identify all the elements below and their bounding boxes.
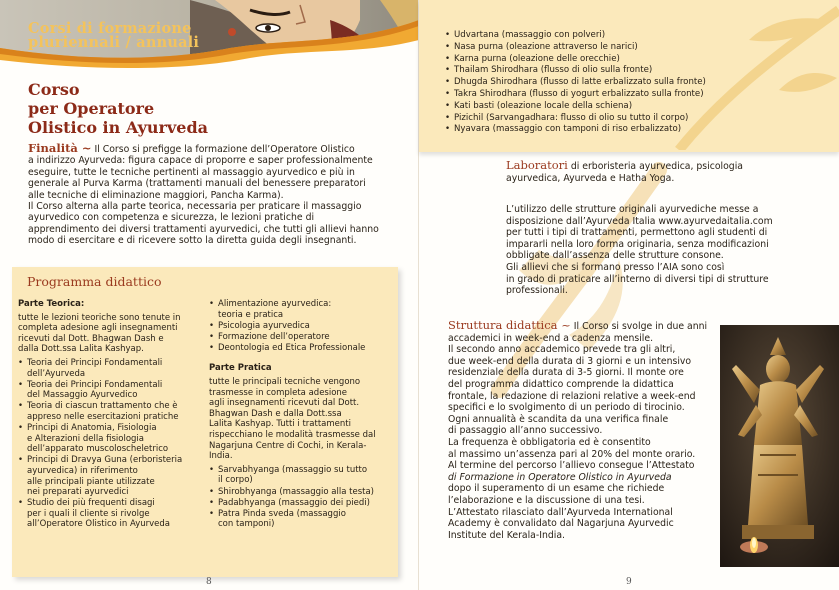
list-item: • Thailam Shirodhara (flusso di olio sulla fronte) (445, 65, 706, 77)
ribbon-line: pluriennali / annuali (28, 34, 200, 51)
pratica-heading: Parte Pratica (209, 363, 272, 374)
list-item: • Karna purna (oleazione delle orecchie) (445, 54, 706, 66)
struttura-line: Al termine del percorso l’allievo consegue l’Attestato (448, 460, 695, 472)
finalita-line: Finalità ~ Il Corso si prefigge la formazione dell’Operatore Olistico (28, 141, 355, 155)
finalita-line: a indirizzo Ayurveda: figura capace di proporre e saper professionalmente (28, 155, 373, 167)
finalita-paragraph (28, 143, 398, 247)
right-page (419, 0, 839, 590)
aia-line: impararli nella loro forma originaria, senza modificazioni (506, 238, 769, 250)
struttura-line: di passaggio all’anno successivo. (448, 425, 603, 437)
teorica-list-continued (209, 299, 389, 353)
left-page (0, 0, 419, 590)
page-number: 9 (626, 577, 632, 587)
struttura-line: L’Attestato rilasciato dall’Ayurveda International (448, 506, 673, 518)
struttura-line: Institute del Kerala-India. (448, 529, 566, 541)
list-item: • Padabhyanga (massaggio dei piedi) (209, 498, 389, 509)
aia-line: in grado di praticare all’interno di diversi tipi di strutture (506, 273, 769, 285)
finalita-line: generale al Purva Karma (trattamenti manuali del benessere preparatori (28, 178, 366, 190)
finalita-line: ayurvedico con competenza e sicurezza, le lezioni pratiche di (28, 212, 315, 224)
list-item: • Teoria dei Principi Fondamentali del Massaggio Ayurvedico (18, 380, 204, 401)
struttura-line: due week-end della durata di 3 giorni e un intensivo (448, 355, 692, 367)
list-item: • Patra Pinda sveda (massaggio con tamponi) (209, 509, 389, 530)
struttura-line: di Formazione in Operatore Olistico in Ayurveda (448, 471, 672, 483)
programma-box (12, 267, 398, 577)
finalita-line: modo di esercitare e di ricevere sotto la diretta guida degli insegnanti. (28, 235, 357, 247)
finalita-lead: Finalità ~ (28, 141, 92, 155)
finalita-line: Il Corso alterna alla parte teorica, necessaria per praticare il massaggio (28, 201, 362, 213)
laboratori-lead: Laboratori (506, 158, 568, 172)
struttura-line: Ogni annualità è scandita da una verifica finale (448, 413, 669, 425)
programma-column-pratica (209, 299, 389, 530)
list-item: • Nasa purna (oleazione attraverso le narici) (445, 42, 706, 54)
list-item: • Shirobhyanga (massaggio alla testa) (209, 487, 389, 498)
struttura-line: Il secondo anno accademico prevede tra gli altri, (448, 344, 676, 356)
list-item: • Takra Shirodhara (flusso di yogurt erbalizzato sulla fronte) (445, 89, 706, 101)
list-item: • Pizichil (Sarvangadhara: flusso di olio su tutto il corpo) (445, 113, 706, 125)
ribbon-title (28, 22, 199, 50)
struttura-line: Struttura didattica ~ Il Corso si svolge in due anni (448, 318, 708, 332)
page-number: 8 (206, 577, 212, 587)
deity-statue-image (720, 325, 839, 567)
struttura-paragraph (448, 320, 720, 541)
list-item: • Dhugda Shirodhara (flusso di latte erbalizzato sulla fronte) (445, 77, 706, 89)
laboratori-line: Laboratori di erboristeria ayurvedica, psicologia (506, 158, 743, 172)
struttura-line: residenziale della durata di 3-5 giorni. Il monte ore (448, 367, 684, 379)
struttura-line: specifici e lo svolgimento di un periodo di tirocinio. (448, 402, 685, 414)
list-item: • Udvartana (massaggio con polveri) (445, 30, 706, 42)
programma-column-teorica (18, 299, 204, 530)
struttura-line: del programma didattico comprende la didattica (448, 378, 674, 390)
aia-line: obbligate dall’assenza delle strutture consone. (506, 250, 724, 262)
aia-line: Gli allievi che si formano presso l’AIA sono così (506, 261, 725, 273)
struttura-line: al massimo un’assenza pari al 20% del monte orario. (448, 448, 696, 460)
course-title-line: Corso (28, 80, 80, 99)
list-item: • Teoria dei Principi Fondamentali dell’Ayurveda (18, 358, 204, 379)
teorica-heading: Parte Teorica: (18, 299, 85, 309)
course-title-line: per Operatore (28, 99, 155, 118)
course-title-line: Olistico in Ayurveda (28, 118, 208, 137)
struttura-line: l’elaborazione e la discussione di una tesi. (448, 494, 645, 506)
finalita-line: apprendimento dei diversi trattamenti ayurvedici, che tutti gli allievi hanno (28, 223, 379, 235)
list-item: • Principi di Anatomia, Fisiologia e Alterazioni della fisiologia dell’apparato muscoloscheletrico (18, 423, 204, 455)
laboratori-line: ayurvedica, Ayurveda e Hatha Yoga. (506, 172, 675, 184)
treatments-list (445, 30, 706, 136)
list-item: • Psicologia ayurvedica (209, 321, 389, 332)
pratica-intro: tutte le principali tecniche vengono trasmesse in completa adesione agli insegnamenti ricevuti dal Dott. Bhagwan Dash e dalla Dott.ssa Lalita Kashyap. Tutti i trattamenti rispecchiano le modalità trasmesse dal Nagarjuna Centre di Cochi, in Kerala- India. (209, 377, 376, 462)
aia-line: disposizione dall’Ayurveda Italia www.ayurvedaitalia.com (506, 215, 773, 227)
ribbon-line: Corsi di formazione (28, 20, 192, 37)
list-item: • Principi di Dravya Guna (erboristeria ayurvedica) in riferimento alle principali piante utilizzate nei preparati ayurvedici (18, 455, 204, 497)
list-item: • Teoria di ciascun trattamento che è appreso nelle esercitazioni pratiche (18, 401, 204, 422)
list-item: • Sarvabhyanga (massaggio su tutto il corpo) (209, 465, 389, 486)
course-title (28, 80, 208, 137)
aia-line: L’utilizzo delle strutture originali ayurvediche messe a (506, 204, 759, 215)
pratica-list (209, 465, 389, 530)
aia-line: per tutti i tipi di trattamenti, permettono agli studenti di (506, 227, 768, 239)
list-item: • Studio dei più frequenti disagi per i quali il cliente si rivolge all’Operatore Olistico in Ayurveda (18, 498, 204, 530)
struttura-line: frontale, la redazione di relazioni relative a week-end (448, 390, 696, 402)
struttura-line: Academy è convalidato dal Nagarjuna Ayurvedic (448, 518, 674, 530)
struttura-lead: Struttura didattica ~ (448, 318, 571, 332)
aia-paragraph (506, 204, 826, 297)
teorica-list (18, 358, 204, 530)
teorica-intro: tutte le lezioni teoriche sono tenute in completa adesione agli insegnamenti ricevuti dal Dott. Bhagwan Dash e dalla Dott.ssa Lalita Kashyap. (18, 312, 181, 355)
finalita-line: eseguire, tutte le tecniche pertinenti al massaggio ayurvedico e più in (28, 166, 355, 178)
finalita-line: alle tecniche di eliminazione maggiori, Pancha Karma). (28, 189, 284, 201)
aia-line: professionali. (506, 285, 568, 297)
treatments-box (419, 0, 839, 152)
struttura-line: accademici in week-end a cadenza mensile. (448, 332, 654, 344)
list-item: • Nyavara (massaggio con tamponi di riso erbalizzato) (445, 124, 706, 136)
struttura-line: dopo il superamento di un esame che richiede (448, 483, 665, 495)
programma-title: Programma didattico (27, 274, 162, 289)
list-item: • Formazione dell’operatore (209, 332, 389, 343)
struttura-line: La frequenza è obbligatoria ed è consentito (448, 436, 651, 448)
list-item: • Deontologia ed Etica Professionale (209, 343, 389, 354)
list-item: • Alimentazione ayurvedica: teoria e pratica (209, 299, 389, 320)
laboratori-paragraph (506, 160, 826, 184)
list-item: • Kati basti (oleazione locale della schiena) (445, 101, 706, 113)
